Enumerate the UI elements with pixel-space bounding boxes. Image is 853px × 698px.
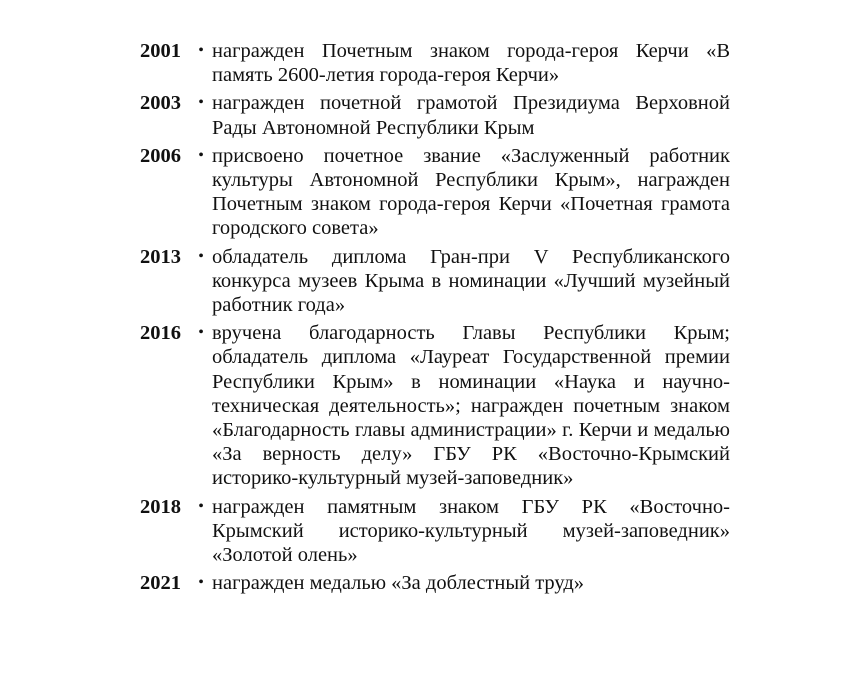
award-entry-2021: [140, 571, 730, 595]
award-entry-2003: [140, 91, 730, 139]
year-label: 2021: [140, 572, 181, 595]
bullet-icon: •: [198, 324, 204, 342]
year-label: 2016: [140, 322, 181, 345]
year-label: 2013: [140, 245, 181, 268]
award-entry-2018: [140, 495, 730, 568]
award-text: награжден медалью «За доблестный труд»: [212, 572, 585, 595]
award-entry-2006: [140, 144, 730, 241]
year-label: 2003: [140, 92, 181, 115]
bullet-icon: •: [198, 42, 204, 59]
award-text: награжден Почетным знаком города-героя Керчи «В память 2600-летия города-героя Керчи»: [212, 40, 730, 87]
award-entry-2013: [140, 245, 730, 318]
award-text: награжден памятным знаком ГБУ РК «Восточно-Крымский историко-культурный музей-заповедник» «Золотой олень»: [212, 495, 730, 567]
awards-list: [140, 39, 730, 599]
year-label: 2001: [140, 40, 181, 62]
bullet-icon: •: [198, 94, 204, 112]
award-text: обладатель диплома Гран-при V Республиканского конкурса музеев Крыма в номинации «Лучший музейный работник года»: [212, 245, 730, 317]
award-text: награжден почетной грамотой Президиума Верховной Рады Автономной Республики Крым: [212, 92, 730, 139]
award-text: присвоено почетное звание «Заслуженный работник культуры Автономной Республики Крым», награжден Почетным знаком города-героя Керчи «Почетная грамота городского совета»: [212, 144, 730, 240]
year-label: 2018: [140, 495, 181, 518]
bullet-icon: •: [198, 497, 204, 515]
award-text: вручена благодарность Главы Республики Крым; обладатель диплома «Лауреат Государственной премии Республики Крым» в номинации «Наука и научно-техническая деятельность»; награжден почетным знаком «Благодарность главы администрации» г. Керчи и медалью «За верность делу» ГБУ РК «Восточно-Крымский историко-культурный музей-заповедник»: [212, 322, 730, 490]
bullet-icon: •: [198, 146, 204, 164]
bullet-icon: •: [198, 247, 204, 265]
award-entry-2001: [140, 39, 730, 87]
year-label: 2006: [140, 144, 181, 167]
bullet-icon: •: [198, 574, 204, 592]
award-entry-2016: [140, 321, 730, 490]
